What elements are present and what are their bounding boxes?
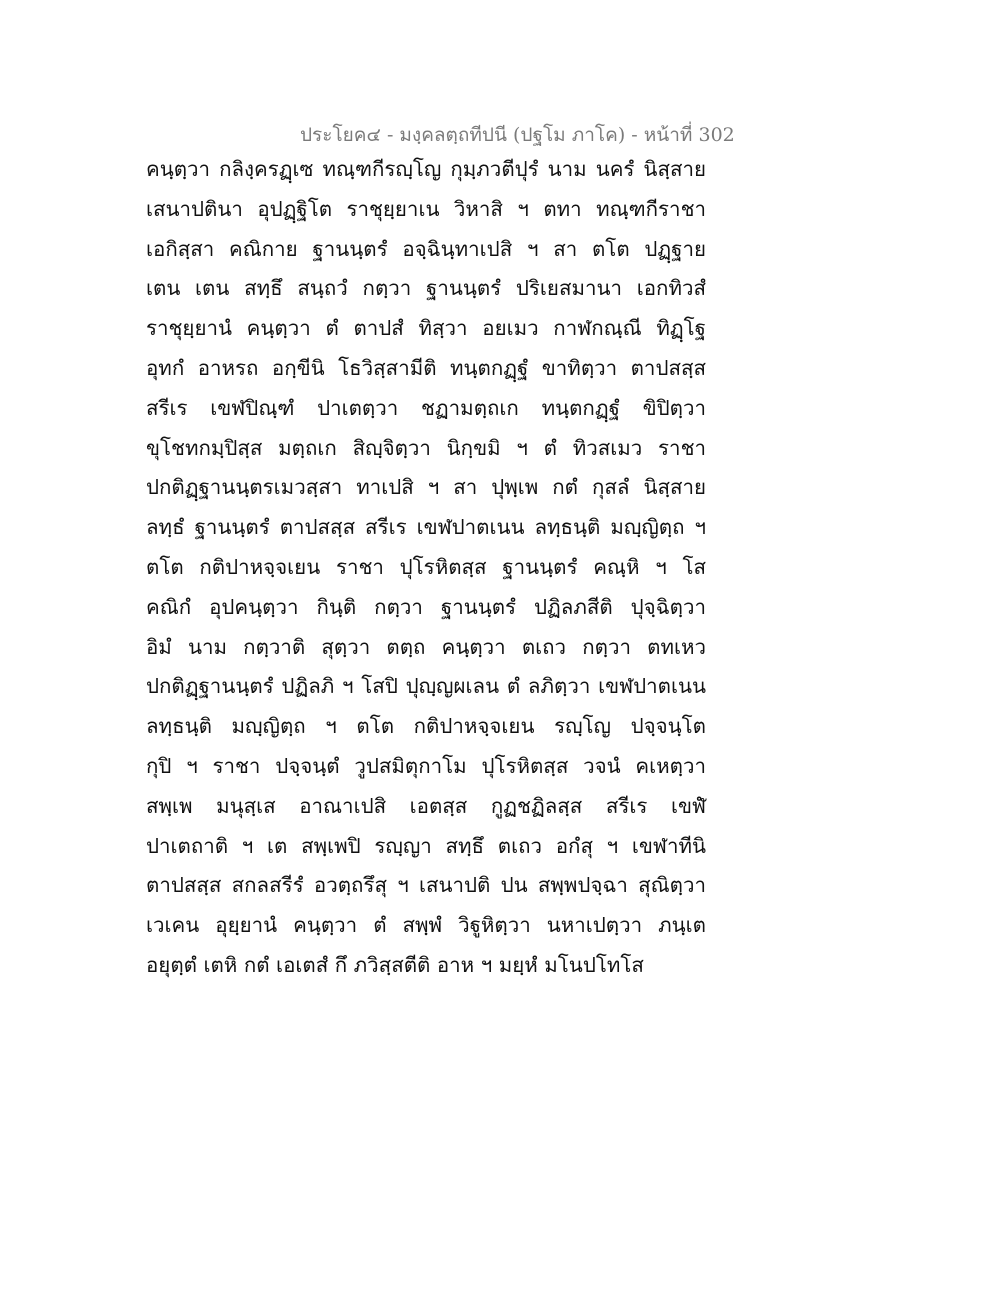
text-line: ลทฺธนฺติ มญฺญิตฺถ ฯ ตโต กติปาหจฺจเยน รญฺโญ ปจฺจนฺโต [146,714,706,739]
text-line: ปาเตถาติ ฯ เต สพฺเพปิ รญฺญา สทฺธึ ตเถว อกํสุ ฯ เขฬาทีนิ [146,833,706,858]
text-line: ลทฺธํ ฐานนฺตรํ ตาปสสฺส สรีเร เขฬปาตเนน ลทฺธนฺติ มญฺญิตฺถ ฯ [146,515,706,540]
text-line: กุปิ ฯ ราชา ปจฺจนฺตํ วูปสมิตุกาโม ปุโรหิตสฺส วจนํ คเหตฺวา [146,753,706,778]
running-header: ประโยค๔ - มงฺคลตฺถทีปนี (ปฐโม ภาโค) - หน้าที่ 302 [300,124,735,146]
text-line: ปกติฏฺฐานนฺตรํ ปฏิลภิ ฯ โสปิ ปุญฺญผเลน ตํ ลภิตฺวา เขฬปาตเนน [146,674,706,699]
text-line: ขุโชทกมฺปิสฺส มตฺถเก สิญฺจิตฺวา นิกฺขมิ ฯ ตํ ทิวสเมว ราชา [146,435,706,460]
text-line: อิมํ นาม กตฺวาติ สุตฺวา ตตฺถ คนฺตฺวา ตเถว กตฺวา ตทเหว [146,634,706,659]
text-line: ตาปสสฺส สกลสรีรํ อวตฺถรึสุ ฯ เสนาปติ ปน สพฺพปจฺฉา สุณิตฺวา [146,873,706,898]
text-line: เวเคน อุยฺยานํ คนฺตฺวา ตํ สพฺพํ วิฐูหิตฺวา นหาเปตฺวา ภนฺเต [146,913,706,938]
text-line: คนฺตฺวา กลิงฺครฏฺเซ ทณฺฑกีรญฺโญ กุมฺภวตีปุรํ นาม นครํ นิสฺสาย [146,157,706,181]
text-line: สพฺเพ มนุสฺเส อาณาเปสิ เอตสฺส กูฏชฏิลสฺส สรีเร เขฬํ [146,793,706,818]
body-text [146,150,706,986]
text-line: อุทกํ อาหรถ อกฺขีนิ โธวิสฺสามีติ ทนฺตกฏฺฐํ ขาทิตฺวา ตาปสสฺส [146,355,706,380]
text-line: เสนาปตินา อุปฏฺฐิโต ราชุยฺยาเน วิหาสิ ฯ ตทา ทณฺฑกีราชา [146,196,706,221]
text-line: เอกิสฺสา คณิกาย ฐานนฺตรํ อจฺฉินฺทาเปสิ ฯ สา ตโต ปฏฺฐาย [146,236,706,261]
text-line: สรีเร เขฬปิณฺฑํ ปาเตตฺวา ชฏามตฺถเก ทนฺตกฏฺฐํ ขิปิตฺวา [146,395,706,420]
text-line: ราชุยฺยานํ คนฺตฺวา ตํ ตาปสํ ทิสฺวา อยเมว กาฬกณฺณี ทิฏฺโฐ [146,316,706,341]
text-line: คณิกํ อุปคนฺตฺวา กินฺติ กตฺวา ฐานนฺตรํ ปฏิลภสีติ ปุจฺฉิตฺวา [146,594,706,619]
text-line: ปกติฏฺฐานนฺตรเมวสฺสา ทาเปสิ ฯ สา ปุพฺเพ กตํ กุสลํ นิสฺสาย [146,475,706,500]
text-line: ตโต กติปาหจฺจเยน ราชา ปุโรหิตสฺส ฐานนฺตรํ คณฺหิ ฯ โส [146,554,706,579]
text-line: อยุตฺตํ เตหิ กตํ เอเตสํ กึ ภวิสฺสตีติ อาห ฯ มยฺหํ มโนปโทโส [146,952,644,977]
text-line: เตน เตน สทฺธึ สนฺถวํ กตฺวา ฐานนฺตรํ ปริเยสมานา เอกทิวสํ [146,276,706,301]
